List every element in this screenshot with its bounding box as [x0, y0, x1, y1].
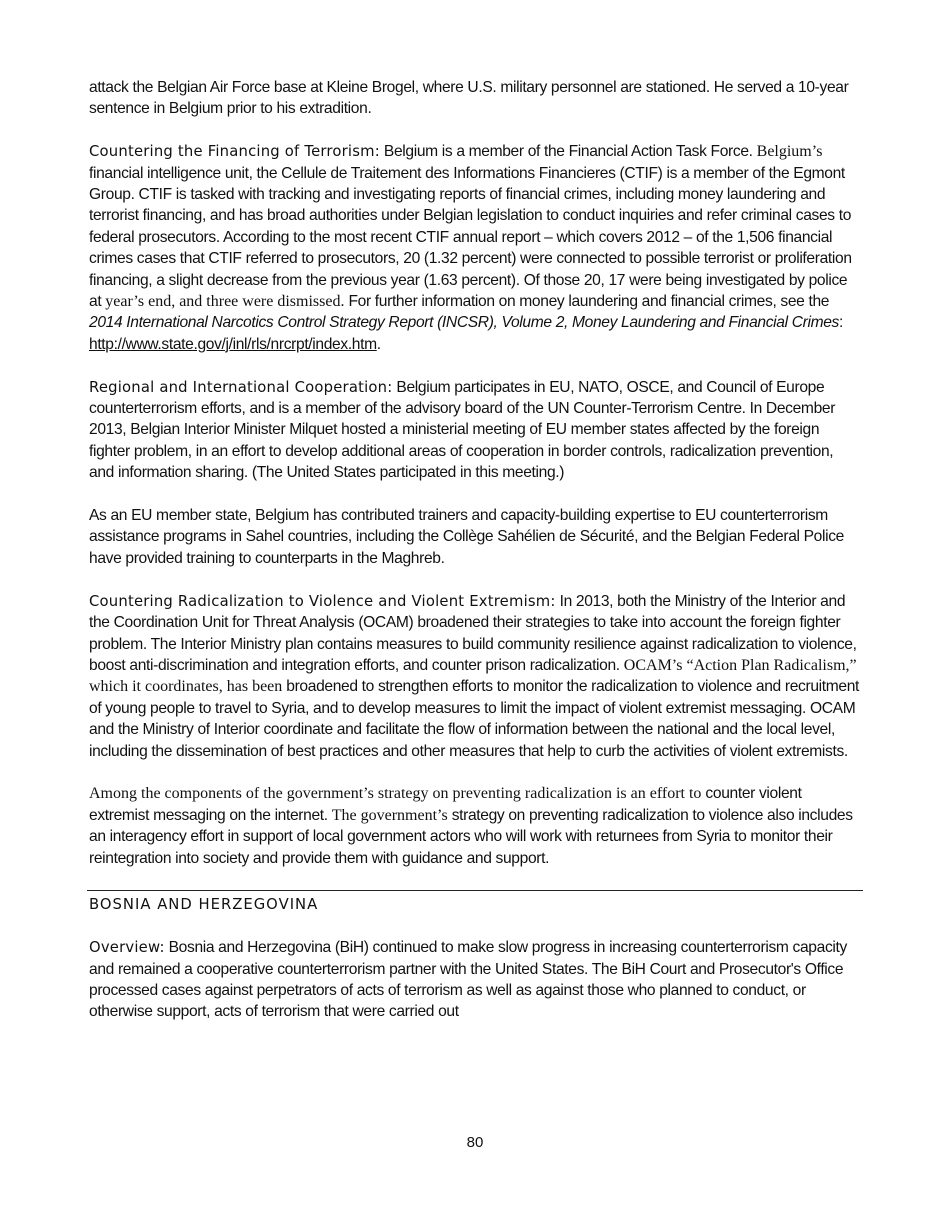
paragraph-overview [89, 937, 861, 1023]
incsr-report-title: 2014 International Narcotics Control Strategy Report (INCSR), Volume 2, Money Laundering and Financial Crimes [89, 314, 839, 332]
section-divider [87, 890, 863, 891]
radicalization-text-c: broadened to strengthen efforts to monitor the radicalization to violence and recruitment of young people to travel to Syria, and to develop measures to limit the impact of violent extremist messaging. OCAM and the Ministry of Interior coordinate and facilitate the flow of information between the national and the local level, including the dissemination of best practices and other measures that help to curb the activities of violent extremists. [89, 678, 860, 760]
financing-text-e: For further information on money laundering and financial crimes, see the [344, 293, 830, 311]
section-title-bosnia: BOSNIA AND HERZEGOVINA [89, 896, 319, 914]
financing-text-b: Belgium’s [756, 143, 823, 161]
radicalization-text-a: In 2013, both the Ministry of the Interior and the Coordination Unit for Threat Analysis (OCAM) broadened their strategies to take into account the foreign fighter problem. The Interior Ministry plan contains measures to build community resilience against radicalization to violence, boost anti-discrimination and integration efforts, and counter prison radicalization. [89, 592, 857, 674]
paragraph-extradition: attack the Belgian Air Force base at Kleine Brogel, where U.S. military personnel are stationed. He served a 10-year sentence in Belgium prior to his extradition. [89, 79, 849, 118]
heading-cooperation: Regional and International Cooperation: [89, 378, 393, 396]
incsr-link[interactable]: http://www.state.gov/j/inl/rls/nrcrpt/index.htm [89, 335, 377, 353]
overview-text: Bosnia and Herzegovina (BiH) continued to make slow progress in increasing counterterrorism capacity and remained a cooperative counterterrorism partner with the United States. The BiH Court and Prosecutor's Office processed cases against perpetrators of acts of terrorism as well as against those who planned to conduct, or otherwise support, acts of terrorism that were carried out [89, 939, 847, 1021]
paragraph-cooperation [89, 377, 861, 484]
components-text-a: Among the components of the government’s strategy on preventing radicalization is an effort to [89, 785, 702, 803]
heading-overview: Overview: [89, 939, 165, 957]
financing-text-c: financial intelligence unit, the Cellule de Traitement des Informations Financieres (CTIF) is a member of the Egmont Group. CTIF is tasked with tracking and investigating reports of financial crimes, including money laundering and terrorist financing, and has broad authorities under Belgian legislation to conduct inquiries and refer criminal cases to federal prosecutors. According to the most recent CTIF annual report – which covers 2012 – of the 1,506 financial crimes cases that CTIF referred to prosecutors, 20 (1.32 percent) were connected to possible terrorist or proliferation financing, a slight decrease from the previous year (1.63 percent). Of those 20, 17 were being investigated by police at [89, 164, 852, 311]
components-text-d: strategy on preventing radicalization to violence also includes an interagency effort in support of local government actors who will work with returnees from Syria to monitor their reintegration into society and provide them with guidance and support. [89, 806, 853, 867]
cooperation-text: Belgium participates in EU, NATO, OSCE, and Council of Europe counterterrorism efforts, and is a member of the advisory board of the UN Counter-Terrorism Centre. In December 2013, Belgian Interior Minister Milquet hosted a ministerial meeting of EU member states affected by the foreign fighter problem, in an effort to develop additional areas of cooperation in border controls, radicalization prevention, and information sharing. (The United States participated in this meeting.) [89, 378, 836, 482]
paragraph-eu-member: As an EU member state, Belgium has contributed trainers and capacity-building expertise to EU counterterrorism assistance programs in Sahel countries, including the Collège Sahélien de Sécurité, and the Belgian Federal Police have provided training to counterparts in the Maghreb. [89, 507, 844, 567]
components-text-c: The government’s [331, 806, 448, 824]
financing-colon: : [839, 314, 843, 332]
paragraph-components [89, 783, 861, 869]
heading-radicalization: Countering Radicalization to Violence and Violent Extremism: [89, 592, 556, 610]
financing-end: . [376, 335, 381, 353]
page-number: 80 [466, 1134, 484, 1151]
paragraph-radicalization [89, 591, 861, 762]
financing-text-d: year’s end, and three were dismissed. [105, 293, 345, 311]
financing-text-a: Belgium is a member of the Financial Action Task Force. [379, 143, 753, 161]
heading-financing: Countering the Financing of Terrorism: [89, 143, 380, 161]
document-body [89, 77, 861, 1044]
components-text-b: counter violent extremist messaging on the internet. [89, 785, 802, 824]
paragraph-financing [89, 141, 861, 355]
radicalization-text-b: OCAM’s “Action Plan Radicalism,” which it coordinates, has been [89, 656, 857, 696]
